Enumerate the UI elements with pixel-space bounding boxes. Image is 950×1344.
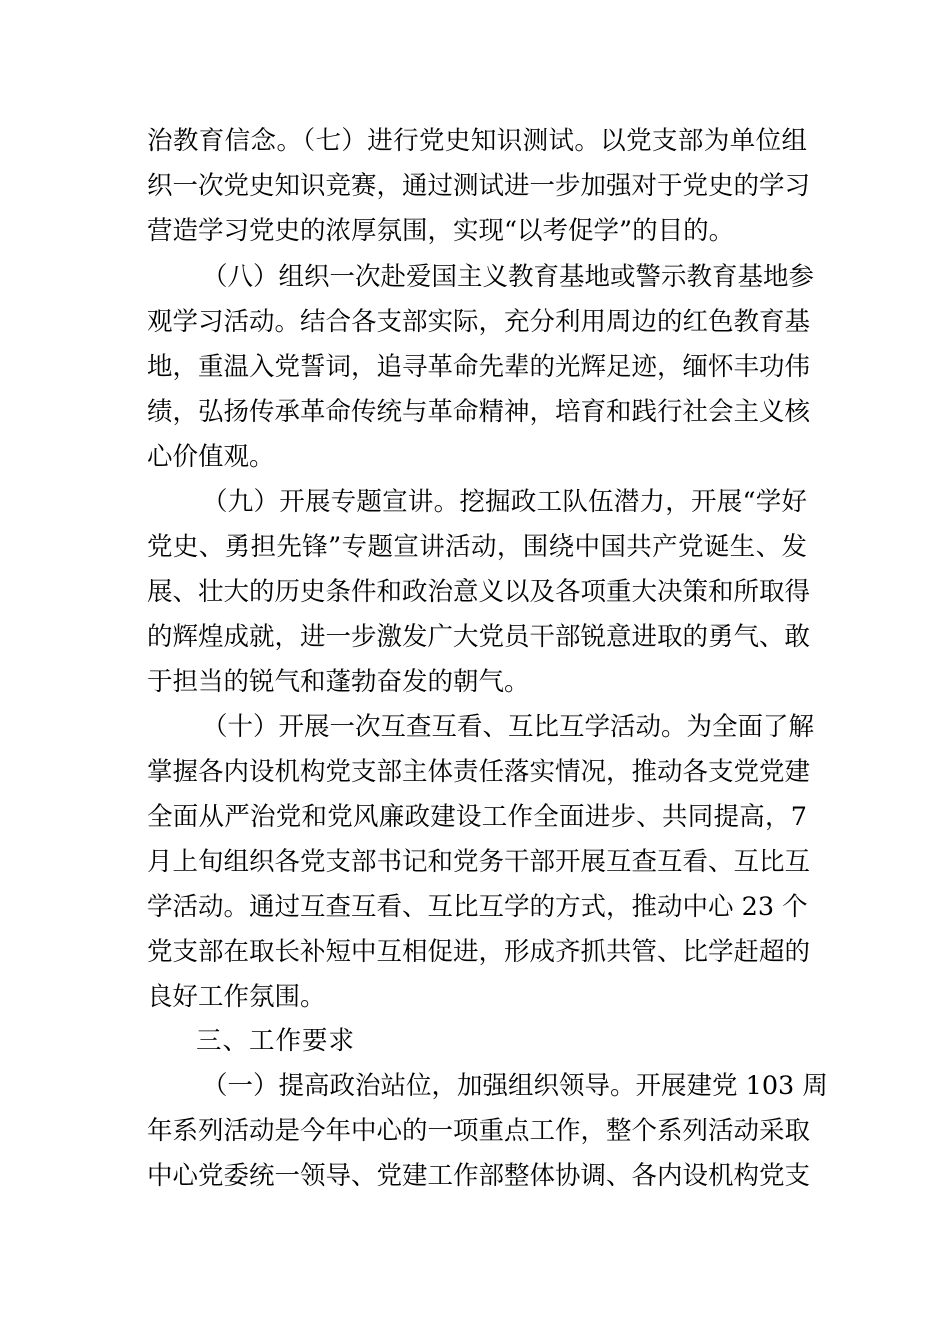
paragraph-line: 党支部在取长补短中互相促进，形成齐抓共管、比学赶超的 xyxy=(147,937,811,967)
paragraph-line: 掌握各内设机构党支部主体责任落实情况，推动各支党党建 xyxy=(147,757,811,787)
paragraph-line: （一）提高政治站位，加强组织领导。开展建党 103 周 xyxy=(202,1071,828,1101)
paragraph-line: 于担当的锐气和蓬勃奋发的朝气。 xyxy=(147,667,530,697)
paragraph-line: 治教育信念。（七）进行党史知识测试。以党支部为单位组 xyxy=(147,126,807,156)
paragraph-line: 全面从严治党和党风廉政建设工作全面进步、共同提高，7 xyxy=(147,802,807,832)
paragraph-line: （九）开展专题宣讲。挖掘政工队伍潜力，开展“学好 xyxy=(202,487,807,517)
paragraph-line: 心价值观。 xyxy=(147,442,275,472)
paragraph-line: 营造学习党史的浓厚氛围，实现“以考促学”的目的。 xyxy=(147,216,735,246)
paragraph-line: 月上旬组织各党支部书记和党务干部开展互查互看、互比互 xyxy=(147,847,811,877)
paragraph-line: 地，重温入党誓词，追寻革命先辈的光辉足迹，缅怀丰功伟 xyxy=(147,352,811,382)
paragraph-line: 良好工作氛围。 xyxy=(147,982,326,1012)
paragraph-line: 中心党委统一领导、党建工作部整体协调、各内设机构党支 xyxy=(147,1161,811,1191)
paragraph-line: 展、壮大的历史条件和政治意义以及各项重大决策和所取得 xyxy=(147,577,811,607)
paragraph-line: 观学习活动。结合各支部实际，充分利用周边的红色教育基 xyxy=(147,307,811,337)
paragraph-line: 织一次党史知识竞赛，通过测试进一步加强对于党史的学习 xyxy=(147,171,811,201)
paragraph-line: （八）组织一次赴爱国主义教育基地或警示教育基地参 xyxy=(202,262,815,292)
paragraph-line: 绩，弘扬传承革命传统与革命精神，培育和践行社会主义核 xyxy=(147,397,811,427)
paragraph-line: 学活动。通过互查互看、互比互学的方式，推动中心 23 个 xyxy=(147,892,808,922)
paragraph-line: 年系列活动是今年中心的一项重点工作，整个系列活动采取 xyxy=(147,1116,811,1146)
paragraph-line: 的辉煌成就，进一步激发广大党员干部锐意进取的勇气、敢 xyxy=(147,622,811,652)
section-heading: 三、工作要求 xyxy=(196,1026,356,1056)
paragraph-line: 党史、勇担先锋”专题宣讲活动，围绕中国共产党诞生、发 xyxy=(147,532,807,562)
paragraph-line: （十）开展一次互查互看、互比互学活动。为全面了解 xyxy=(202,712,815,742)
